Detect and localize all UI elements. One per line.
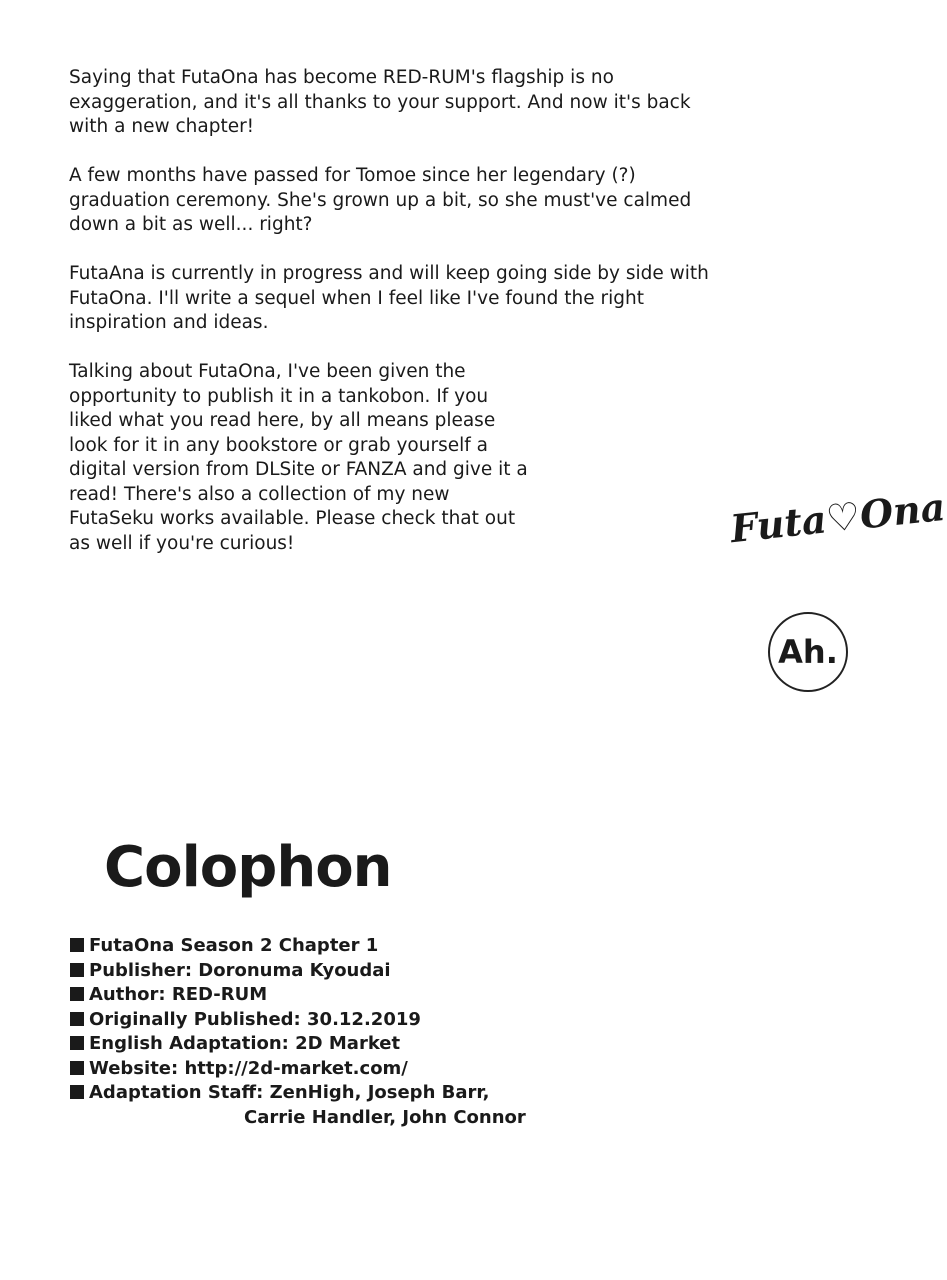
square-bullet-icon	[70, 1085, 84, 1099]
square-bullet-icon	[70, 987, 84, 1001]
credit-line: Adaptation Staff: ZenHigh, Joseph Barr,	[70, 1081, 526, 1106]
afterword-paragraph-3: FutaAna is currently in progress and will keep going side by side with FutaOna. I'll write a sequel when I feel like I've found the right inspiration and ideas.	[69, 263, 709, 333]
credit-line: Author: RED-RUM	[70, 983, 526, 1008]
square-bullet-icon	[70, 1061, 84, 1075]
speech-bubble: Ah.	[768, 612, 848, 692]
credit-line: Website: http://2d-market.com/	[70, 1057, 526, 1082]
credit-line: English Adaptation: 2D Market	[70, 1032, 526, 1057]
square-bullet-icon	[70, 1036, 84, 1050]
colophon-title: Colophon	[104, 835, 392, 900]
square-bullet-icon	[70, 963, 84, 977]
square-bullet-icon	[70, 938, 84, 952]
afterword-paragraph-2: A few months have passed for Tomoe since her legendary (?) graduation ceremony. She's grown up a bit, so she must've calmed down a bit as well... right?	[69, 165, 692, 235]
credit-line-continued: Carrie Handler, John Connor	[244, 1106, 526, 1128]
series-logo: Futa♡Ona	[728, 483, 947, 552]
credit-line: Originally Published: 30.12.2019	[70, 1008, 526, 1033]
credit-line: FutaOna Season 2 Chapter 1	[70, 934, 526, 959]
afterword-paragraph-1: Saying that FutaOna has become RED-RUM's flagship is no exaggeration, and it's all thanks to your support. And now it's back with a new chapter!	[69, 67, 691, 137]
credit-line: Publisher: Doronuma Kyoudai	[70, 959, 526, 984]
colophon-credits	[70, 934, 526, 1130]
square-bullet-icon	[70, 1012, 84, 1026]
afterword-paragraph-4: Talking about FutaOna, I've been given the opportunity to publish it in a tankobon. If you liked what you read here, by all means please look for it in any bookstore or grab yourself a digital version from DLSite or FANZA and give it a read! There's also a collection of my new FutaSeku works available. Please check that out as well if you're curious!	[69, 361, 528, 554]
